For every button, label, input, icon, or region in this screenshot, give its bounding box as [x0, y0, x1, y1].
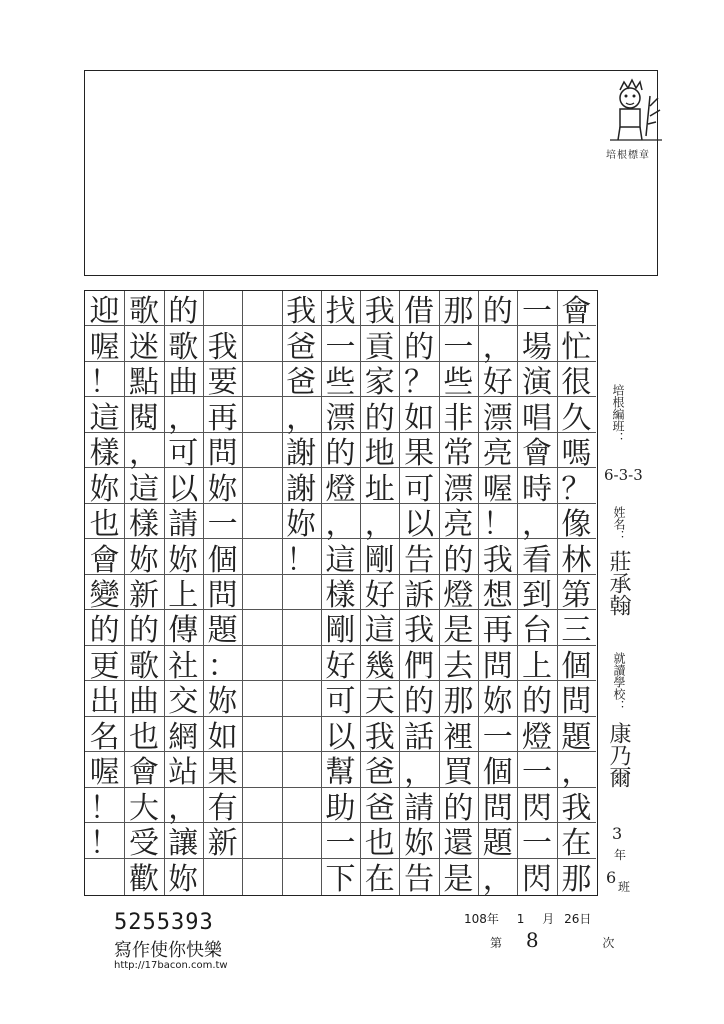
name-value: 莊承翰 — [606, 550, 631, 616]
grid-cell: 久 — [557, 397, 596, 432]
grid-cell: 的 — [85, 610, 124, 645]
grid-cell — [242, 752, 281, 787]
grid-column — [282, 291, 321, 895]
grid-cell: 可 — [164, 433, 203, 468]
grid-cell — [242, 575, 281, 610]
grid-cell: 址 — [360, 468, 399, 503]
grid-cell: 下 — [325, 862, 356, 898]
grid-cell: 到 — [517, 575, 556, 610]
grid-cell: 會 — [85, 539, 124, 574]
grid-column — [478, 291, 517, 898]
day-value: 26 — [564, 912, 580, 926]
grid-cell: 告 — [404, 862, 435, 898]
grid-column — [321, 291, 360, 898]
grid-cell: 燈 — [321, 468, 360, 503]
grid-cell: ： — [203, 646, 242, 681]
grid-cell: 漂 — [478, 397, 517, 432]
grid-divider — [439, 291, 440, 895]
grid-cell: 貢 — [360, 326, 399, 361]
grid-cell: ， — [517, 504, 556, 539]
grid-cell: 傳 — [164, 610, 203, 645]
grid-cell: 好 — [478, 362, 517, 397]
grid-cell: 也 — [360, 823, 399, 858]
grid-cell: 大 — [124, 788, 163, 823]
grid-cell: 我 — [282, 291, 321, 326]
grid-cell: 再 — [203, 397, 242, 432]
grid-cell: 幫 — [321, 752, 360, 787]
grid-cell: 以 — [321, 717, 360, 752]
grid-cell: 的 — [478, 291, 517, 326]
grid-cell: 謝 — [282, 433, 321, 468]
grid-cell: 爸 — [282, 362, 321, 397]
grid-cell: 會 — [517, 433, 556, 468]
grid-cell: 歡 — [128, 862, 159, 898]
scan-top-marks — [0, 0, 724, 14]
grid-column — [85, 291, 124, 895]
grid-cell — [242, 397, 281, 432]
grid-cell: 我 — [360, 291, 399, 326]
school-value: 康乃爾 — [606, 722, 631, 788]
grid-cell: 再 — [478, 610, 517, 645]
grid-cell: 的 — [399, 326, 438, 361]
grid-cell: 妳 — [168, 862, 199, 898]
grid-cell — [203, 859, 242, 894]
grid-cell — [242, 433, 281, 468]
grid-cell — [242, 468, 281, 503]
grid-cell: 在 — [364, 862, 395, 898]
grid-cell: 問 — [557, 681, 596, 716]
grid-cell: 是 — [439, 610, 478, 645]
grid-cell: 漂 — [321, 397, 360, 432]
grid-cell: 常 — [439, 433, 478, 468]
grid-cell: 新 — [203, 823, 242, 858]
grid-cell: 樣 — [321, 575, 360, 610]
grid-cell: 謝 — [282, 468, 321, 503]
grid-divider — [517, 291, 518, 895]
grid-divider — [203, 291, 204, 895]
grid-cell: 忙 — [557, 326, 596, 361]
grid-cell: 妳 — [203, 468, 242, 503]
brand-url[interactable]: http://17bacon.com.tw — [114, 960, 228, 971]
grid-column — [203, 291, 242, 895]
grid-cell: 還 — [439, 823, 478, 858]
grid-cell: 裡 — [439, 717, 478, 752]
grid-cell: 樣 — [124, 504, 163, 539]
grid-cell: 點 — [124, 362, 163, 397]
grid-cell — [282, 717, 321, 752]
grid-cell: 一 — [478, 717, 517, 752]
grid-cell: 果 — [203, 752, 242, 787]
grid-cell: 那 — [439, 291, 478, 326]
year-label: 年 — [486, 912, 499, 926]
grid-cell: 台 — [517, 610, 556, 645]
grid-cell: 爸 — [360, 752, 399, 787]
grid-cell: 請 — [164, 504, 203, 539]
grid-cell: 妳 — [124, 539, 163, 574]
grid-cell: 看 — [517, 539, 556, 574]
grid-cell — [242, 610, 281, 645]
grid-divider — [282, 291, 283, 895]
count-suffix: 次 — [602, 936, 615, 950]
grid-cell: 網 — [164, 717, 203, 752]
grid-cell: 亮 — [439, 504, 478, 539]
grid-cell — [282, 646, 321, 681]
grid-cell: 妳 — [282, 504, 321, 539]
grid-cell: 要 — [203, 362, 242, 397]
grid-cell: 告 — [399, 539, 438, 574]
name-label: 姓名： — [612, 506, 626, 542]
grid-cell: ！ — [282, 539, 321, 574]
grid-cell: 一 — [321, 326, 360, 361]
grid-cell: 變 — [85, 575, 124, 610]
grid-cell: 那 — [439, 681, 478, 716]
grid-cell: 交 — [164, 681, 203, 716]
grid-cell: ， — [399, 752, 438, 787]
grid-cell: 場 — [517, 326, 556, 361]
grid-divider — [242, 291, 243, 895]
grid-cell: 演 — [517, 362, 556, 397]
grid-cell: 社 — [164, 646, 203, 681]
grid-cell: 非 — [439, 397, 478, 432]
grid-cell: 受 — [124, 823, 163, 858]
grid-cell: 也 — [85, 504, 124, 539]
grid-cell: 唱 — [517, 397, 556, 432]
class-value: 6-3-3 — [604, 466, 643, 484]
grid-cell: 的 — [439, 788, 478, 823]
grid-cell: 問 — [478, 646, 517, 681]
month-label: 月 — [542, 912, 555, 926]
grid-cell: 第 — [557, 575, 596, 610]
grid-cell: 天 — [360, 681, 399, 716]
grid-cell: 如 — [399, 397, 438, 432]
grid-cell: 我 — [557, 788, 596, 823]
grid-cell: 樣 — [85, 433, 124, 468]
grid-cell: 果 — [399, 433, 438, 468]
grid-cell: ！ — [85, 362, 124, 397]
grid-cell: 會 — [557, 291, 596, 326]
day-label: 日 — [579, 912, 592, 926]
brand-slogan: 寫作使你快樂 — [114, 940, 222, 961]
grid-cell: 妳 — [203, 681, 242, 716]
grid-cell: 迎 — [85, 291, 124, 326]
grid-cell — [282, 610, 321, 645]
grid-cell: 的 — [517, 681, 556, 716]
grid-cell: 們 — [399, 646, 438, 681]
grid-cell: 上 — [164, 575, 203, 610]
grid-cell — [282, 752, 321, 787]
grid-cell — [242, 788, 281, 823]
submission-count — [490, 928, 614, 952]
grid-cell: 妳 — [85, 468, 124, 503]
grid-divider — [164, 291, 165, 895]
grid-divider — [557, 291, 558, 895]
grid-cell: 燈 — [439, 575, 478, 610]
grid-cell: 問 — [478, 788, 517, 823]
writing-grid — [84, 290, 598, 896]
grid-cell: 想 — [478, 575, 517, 610]
grid-cell: ？ — [399, 362, 438, 397]
grid-cell: 喔 — [85, 752, 124, 787]
grid-cell: 這 — [321, 539, 360, 574]
grid-cell: 一 — [517, 291, 556, 326]
grid-cell — [242, 823, 281, 858]
grid-cell: 像 — [557, 504, 596, 539]
stamp-label: 培根標章 — [606, 150, 650, 161]
grid-cell: 歌 — [124, 291, 163, 326]
grid-cell: 好 — [360, 575, 399, 610]
grid-cell: 一 — [517, 752, 556, 787]
grid-cell: 迷 — [124, 326, 163, 361]
grid-cell: 個 — [478, 752, 517, 787]
grid-cell: 借 — [399, 291, 438, 326]
grid-cell: 爸 — [282, 326, 321, 361]
grid-cell: 那 — [561, 862, 592, 898]
grid-column — [439, 291, 478, 898]
grid-cell: 有 — [203, 788, 242, 823]
grid-cell — [282, 859, 321, 894]
grid-cell — [242, 326, 281, 361]
grid-cell — [282, 788, 321, 823]
grid-cell: 更 — [85, 646, 124, 681]
grid-cell — [242, 504, 281, 539]
grid-cell: 如 — [203, 717, 242, 752]
grid-column — [124, 291, 163, 898]
grid-cell: 個 — [557, 646, 596, 681]
grid-cell: 一 — [321, 823, 360, 858]
grid-cell — [282, 575, 321, 610]
grid-cell: 會 — [124, 752, 163, 787]
month-value: 1 — [516, 912, 525, 926]
grid-cell: ！ — [85, 823, 124, 858]
grade-value: 3 — [612, 824, 623, 843]
grid-cell: 漂 — [439, 468, 478, 503]
grid-cell: ， — [282, 397, 321, 432]
grid-cell: 妳 — [399, 823, 438, 858]
grid-cell: 訴 — [399, 575, 438, 610]
grid-cell: ， — [482, 862, 513, 898]
grid-cell: 歌 — [164, 326, 203, 361]
grid-column — [557, 291, 596, 898]
grid-cell: 些 — [321, 362, 360, 397]
grid-cell: 妳 — [164, 539, 203, 574]
grid-cell: 家 — [360, 362, 399, 397]
grid-cell: 剛 — [360, 539, 399, 574]
grid-cell: 喔 — [478, 468, 517, 503]
grid-cell: 找 — [321, 291, 360, 326]
grid-cell: 是 — [443, 862, 474, 898]
grid-cell: 時 — [517, 468, 556, 503]
grid-cell: 林 — [557, 539, 596, 574]
grid-cell: ， — [164, 788, 203, 823]
grid-divider — [360, 291, 361, 895]
grade-label: 年 — [614, 848, 627, 862]
grid-cell: 以 — [399, 504, 438, 539]
grid-cell: 一 — [517, 823, 556, 858]
grid-cell: 可 — [321, 681, 360, 716]
grid-cell: 我 — [399, 610, 438, 645]
grid-cell: 閃 — [517, 788, 556, 823]
grid-cell: ， — [321, 504, 360, 539]
grid-divider — [124, 291, 125, 895]
grid-cell: 嗎 — [557, 433, 596, 468]
grid-cell — [282, 823, 321, 858]
class-num-value: 6 — [606, 868, 617, 887]
grid-cell — [85, 859, 124, 894]
grid-cell: 的 — [360, 397, 399, 432]
grid-cell: 話 — [399, 717, 438, 752]
grid-cell: 閱 — [124, 397, 163, 432]
grid-cell: 在 — [557, 823, 596, 858]
grid-cell: 問 — [203, 575, 242, 610]
grid-cell: 些 — [439, 362, 478, 397]
grid-cell: 爸 — [360, 788, 399, 823]
grid-cell: 很 — [557, 362, 596, 397]
grid-cell: 問 — [203, 433, 242, 468]
grid-cell: 個 — [203, 539, 242, 574]
grid-column — [164, 291, 203, 898]
grid-cell: ！ — [478, 504, 517, 539]
grid-cell: 題 — [203, 610, 242, 645]
grid-divider — [399, 291, 400, 895]
grid-cell: 剛 — [321, 610, 360, 645]
grid-cell: 去 — [439, 646, 478, 681]
grid-cell: 讓 — [164, 823, 203, 858]
grid-cell: 燈 — [517, 717, 556, 752]
grid-cell: 好 — [321, 646, 360, 681]
grid-cell: 的 — [164, 291, 203, 326]
grid-cell: 一 — [203, 504, 242, 539]
grid-cell: 以 — [164, 468, 203, 503]
grid-cell: ， — [478, 326, 517, 361]
class-label: 培根編班： — [611, 384, 625, 444]
grid-cell: 歌 — [124, 646, 163, 681]
grid-cell: 曲 — [124, 681, 163, 716]
grid-divider — [321, 291, 322, 895]
grid-cell: 地 — [360, 433, 399, 468]
grid-cell: ， — [557, 752, 596, 787]
grid-cell: 也 — [124, 717, 163, 752]
grid-cell: 請 — [399, 788, 438, 823]
grid-cell: 出 — [85, 681, 124, 716]
grid-cell: 的 — [124, 610, 163, 645]
grid-cell — [242, 859, 281, 894]
school-label: 就讀學校： — [612, 652, 626, 712]
grid-cell: ， — [164, 397, 203, 432]
grid-column — [399, 291, 438, 898]
grid-column — [517, 291, 556, 898]
grid-cell: 我 — [478, 539, 517, 574]
grid-cell: 名 — [85, 717, 124, 752]
grid-cell: ， — [360, 504, 399, 539]
grid-cell: 上 — [517, 646, 556, 681]
count-value: 8 — [525, 928, 539, 952]
grid-column — [242, 291, 281, 895]
grid-cell: 可 — [399, 468, 438, 503]
grid-cell: 這 — [124, 468, 163, 503]
grid-cell — [242, 291, 281, 326]
mascot-stamp-icon — [604, 76, 666, 146]
grid-cell: 我 — [203, 326, 242, 361]
grid-cell — [242, 717, 281, 752]
grid-cell: 的 — [399, 681, 438, 716]
grid-cell: 站 — [164, 752, 203, 787]
grid-cell: 這 — [85, 397, 124, 432]
grid-cell: 的 — [321, 433, 360, 468]
grid-divider — [478, 291, 479, 895]
grid-cell — [242, 362, 281, 397]
grid-cell: 這 — [360, 610, 399, 645]
grid-cell: 妳 — [478, 681, 517, 716]
grid-cell — [242, 646, 281, 681]
grid-cell: ！ — [85, 788, 124, 823]
grid-cell — [242, 681, 281, 716]
class-num-label: 班 — [618, 880, 631, 894]
grid-cell: ？ — [557, 468, 596, 503]
grid-cell: 的 — [439, 539, 478, 574]
grid-cell: 題 — [557, 717, 596, 752]
grid-cell — [242, 539, 281, 574]
grid-cell: 喔 — [85, 326, 124, 361]
grid-cell: 題 — [478, 823, 517, 858]
grid-column — [360, 291, 399, 898]
grid-cell: 閃 — [522, 862, 553, 898]
grid-cell: 曲 — [164, 362, 203, 397]
grid-cell — [282, 681, 321, 716]
grid-cell: 三 — [557, 610, 596, 645]
brand-number: 5255393 — [114, 910, 214, 935]
grid-cell: 助 — [321, 788, 360, 823]
grid-cell: ， — [124, 433, 163, 468]
grid-cell: 買 — [439, 752, 478, 787]
grid-cell: 我 — [360, 717, 399, 752]
teacher-comment-box — [84, 70, 658, 276]
grid-cell: 幾 — [360, 646, 399, 681]
year-value: 108 — [464, 912, 487, 926]
grid-cell: 新 — [124, 575, 163, 610]
footer-date — [464, 910, 591, 927]
count-prefix: 第 — [490, 936, 503, 950]
grid-cell: 一 — [439, 326, 478, 361]
grid-cell: 亮 — [478, 433, 517, 468]
